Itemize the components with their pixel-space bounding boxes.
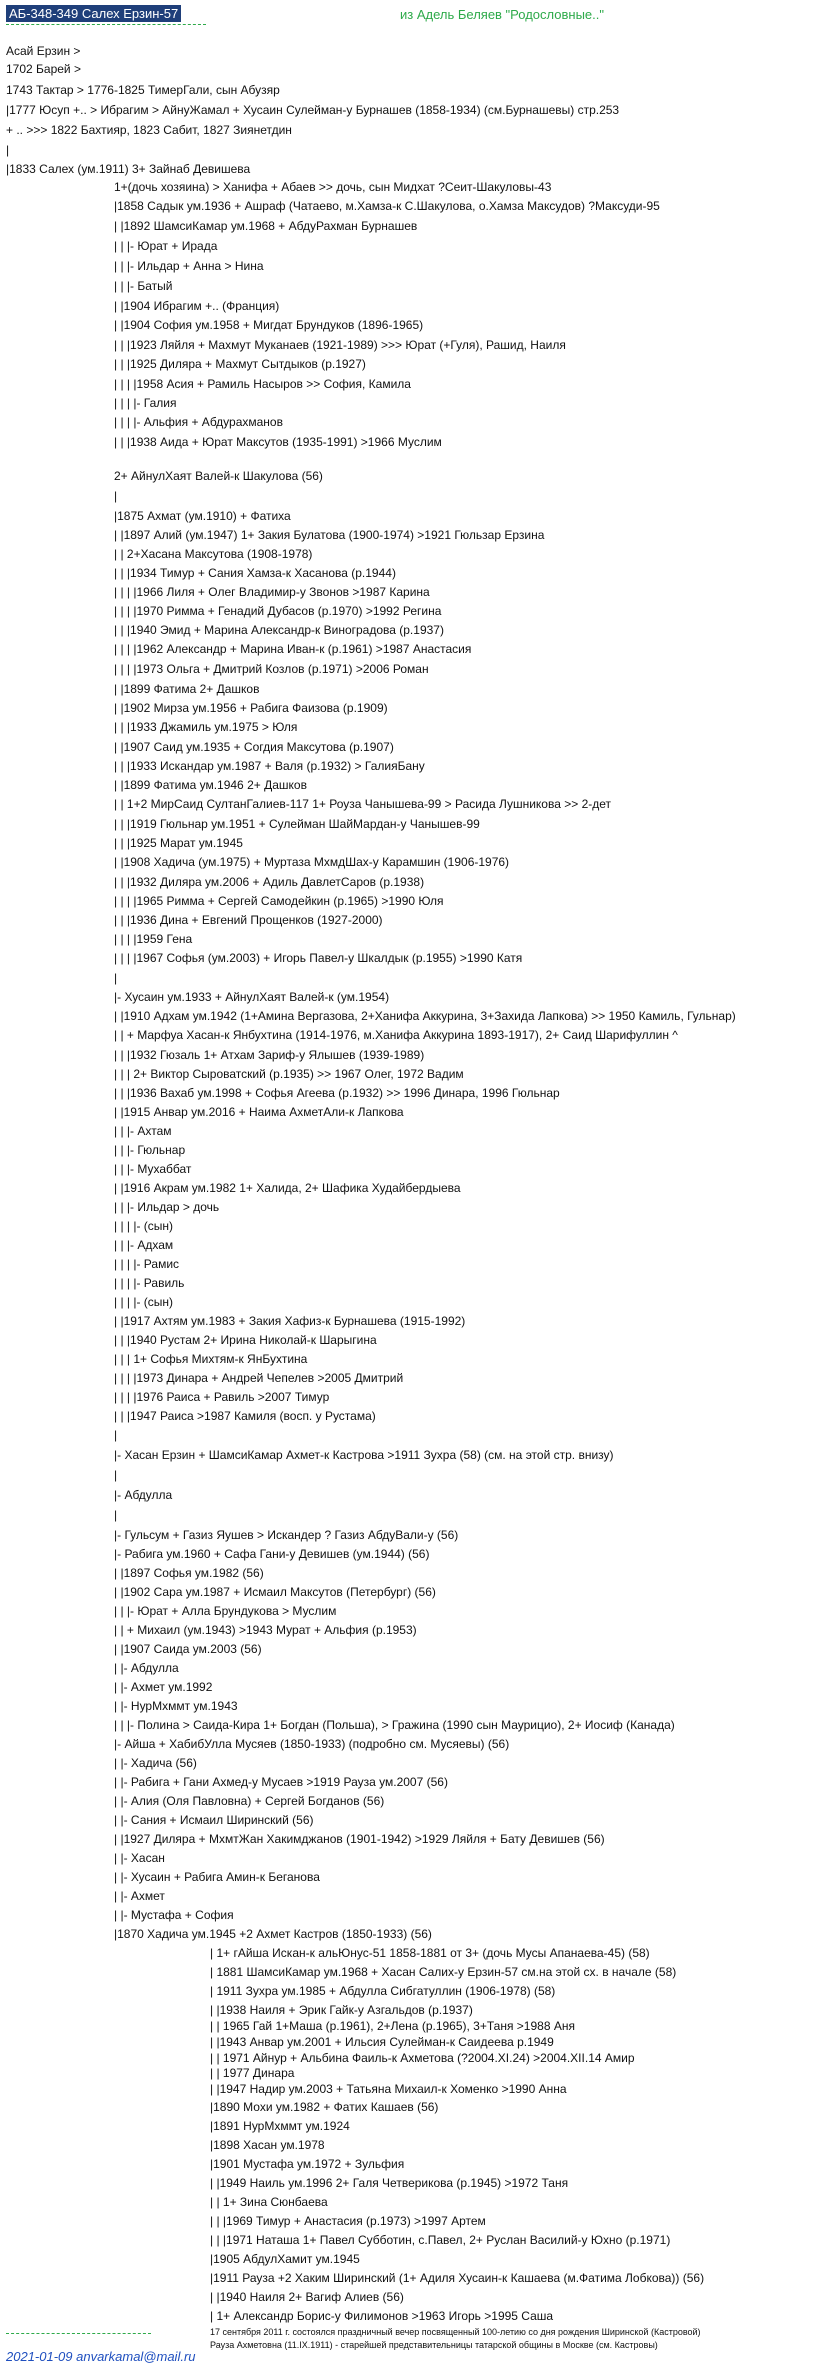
tree-line: | | | |- (сын)	[114, 1295, 174, 1309]
tree-line: | | |1938 Аида + Юрат Максутов (1935-1991) >1966 Муслим	[114, 435, 442, 449]
tree-line: | | |- Батый	[114, 279, 173, 293]
tree-line: | | |1925 Марат ум.1945	[114, 836, 243, 850]
tree-line: | |1917 Ахтям ум.1983 + Закия Хафиз-к Бурнашева (1915-1992)	[114, 1314, 466, 1328]
tree-line: | | 1+ Зина Сюнбаева	[210, 2195, 328, 2209]
tree-line: | |- НурМхммт ум.1943	[114, 1699, 238, 1713]
tree-line: |1833 Салех (ум.1911) 3+ Зайнаб Девишева	[6, 162, 251, 176]
tree-line: |- Хасан Ерзин + ШамсиКамар Ахмет-к Кастрова >1911 Зухра (58) (см. на этой стр. внизу)	[114, 1448, 614, 1462]
tree-line: | | |- Адхам	[114, 1238, 174, 1252]
tree-line: | |1947 Надир ум.2003 + Татьяна Михаил-к Хоменко >1990 Анна	[210, 2082, 567, 2096]
tree-line: | 1881 ШамсиКамар ум.1968 + Хасан Салих-у Ерзин-57 см.на этой сх. в начале (58)	[210, 1965, 677, 1979]
tree-line: 17 сентября 2011 г. состоялся праздничный вечер посвященный 100-летию со дня рождения Ширинской (Кастровой)	[210, 2327, 701, 2337]
tree-line: | | |1940 Эмид + Марина Александр-к Виноградова (р.1937)	[114, 623, 444, 637]
tree-line: | | | |1965 Римма + Сергей Самодейкин (р.1965) >1990 Юля	[114, 894, 444, 908]
tree-line: | | |1933 Искандар ум.1987 + Валя (р.1932) > ГалияБану	[114, 759, 425, 773]
tree-line: |1858 Садык ум.1936 + Ашраф (Чатаево, м.Хамза-к С.Шакулова, о.Хамза Максудов) ?Максуди-95	[114, 199, 660, 213]
tree-line: | | | |- Альфия + Абдурахманов	[114, 415, 283, 429]
tree-line: | |- Абдулла	[114, 1661, 179, 1675]
tree-line: | | |1947 Раиса >1987 Камиля (восп. у Рустама)	[114, 1409, 376, 1423]
tree-line: | |- Мустафа + София	[114, 1908, 234, 1922]
tree-line: | |1897 Софья ум.1982 (56)	[114, 1566, 264, 1580]
tree-line: 1+(дочь хозяина) > Ханифа + Абаев >> дочь, сын Мидхат ?Сеит-Шакуловы-43	[114, 180, 552, 194]
tree-line: | |1915 Анвар ум.2016 + Наима АхметАли-к Лапкова	[114, 1105, 404, 1119]
tree-line: | | | |- (сын)	[114, 1219, 174, 1233]
tree-line: | |1899 Фатима 2+ Дашков	[114, 682, 260, 696]
tree-line: | | |1969 Тимур + Анастасия (р.1973) >1997 Артем	[210, 2214, 486, 2228]
tree-line: | 1+ Александр Борис-у Филимонов >1963 Игорь >1995 Саша	[210, 2309, 554, 2323]
tree-line: | | |1932 Гюзаль 1+ Атхам Зариф-у Ялышев (1939-1989)	[114, 1048, 425, 1062]
tree-line: | | 1+2 МирСаид СултанГалиев-117 1+ Роуза Чанышева-99 > Расида Лушникова >> 2-дет	[114, 797, 612, 811]
source-note: из Адель Беляев "Родословные.."	[400, 7, 604, 22]
tree-line: |- Абдулла	[114, 1488, 173, 1502]
tree-line: Асай Ерзин >	[6, 44, 81, 58]
tree-line: | | | |1959 Гена	[114, 932, 193, 946]
tree-line: | | | |1973 Динара + Андрей Чепелев >2005 Дмитрий	[114, 1371, 404, 1385]
tree-line: |	[114, 1428, 118, 1442]
footer-date-email[interactable]: 2021-01-09 anvarkamal@mail.ru	[6, 2349, 196, 2364]
page-title: АБ-348-349 Салех Ерзин-57	[6, 5, 181, 22]
tree-line: |1890 Мохи ум.1982 + Фатих Кашаев (56)	[210, 2100, 439, 2114]
bottom-divider	[6, 2333, 151, 2334]
tree-line: | | |1925 Диляра + Махмут Сытдыков (р.1927)	[114, 357, 366, 371]
tree-line: | | | |1976 Раиса + Равиль >2007 Тимур	[114, 1390, 330, 1404]
tree-line: | | 2+Хасана Максутова (1908-1978)	[114, 547, 313, 561]
tree-line: |1891 НурМхммт ум.1924	[210, 2119, 350, 2133]
tree-line: | |1907 Саида ум.2003 (56)	[114, 1642, 262, 1656]
tree-line: |1901 Мустафа ум.1972 + Зульфия	[210, 2157, 405, 2171]
tree-line: |- Айша + ХабибУлла Мусяев (1850-1933) (подробно см. Мусяевы) (56)	[114, 1737, 510, 1751]
tree-line: 2+ АйнулХаят Валей-к Шакулова (56)	[114, 469, 323, 483]
tree-line: |1870 Хадича ум.1945 +2 Ахмет Кастров (1850-1933) (56)	[114, 1927, 432, 1941]
tree-line: | |1910 Адхам ум.1942 (1+Амина Вергазова, 2+Ханифа Аккурина, 3+Захида Лапкова) >> 1950 Камиль, Гульнар)	[114, 1009, 736, 1023]
tree-line: | | |1933 Джамиль ум.1975 > Юля	[114, 720, 298, 734]
tree-line: | | | 2+ Виктор Сыроватский (р.1935) >> 1967 Олег, 1972 Вадим	[114, 1067, 464, 1081]
tree-line: | |1904 София ум.1958 + Мигдат Брундуков (1896-1965)	[114, 318, 424, 332]
tree-line: 1702 Барей >	[6, 62, 81, 76]
tree-line: | |- Рабига + Гани Ахмед-у Мусаев >1919 Рауза ум.2007 (56)	[114, 1775, 448, 1789]
tree-line: | | + Михаил (ум.1943) >1943 Мурат + Альфия (р.1953)	[114, 1623, 417, 1637]
tree-line: | | |- Мухаббат	[114, 1162, 192, 1176]
tree-line: | | | |1966 Лиля + Олег Владимир-у Звонов >1987 Карина	[114, 585, 430, 599]
tree-line: |	[114, 489, 118, 503]
tree-line: | | |- Юрат + Алла Брундукова > Муслим	[114, 1604, 337, 1618]
tree-line: | | 1965 Гай 1+Маша (р.1961), 2+Лена (р.1965), 3+Таня >1988 Аня	[210, 2019, 575, 2033]
tree-line: | |- Хусаин + Рабига Амин-к Беганова	[114, 1870, 320, 1884]
tree-line: | |- Ахмет ум.1992	[114, 1680, 213, 1694]
tree-line: Рауза Ахметовна (11.IX.1911) - старейшей представительницы татарской общины в Москве (см. Кастровы)	[210, 2340, 658, 2350]
tree-line: | | |- Гюльнар	[114, 1143, 186, 1157]
tree-line: | | | |1970 Римма + Генадий Дубасов (р.1970) >1992 Регина	[114, 604, 442, 618]
tree-line: | |- Хадича (56)	[114, 1756, 197, 1770]
tree-line: 1743 Тактар > 1776-1825 ТимерГали, сын Абузяр	[6, 83, 280, 97]
tree-line: | |- Хасан	[114, 1851, 165, 1865]
tree-line: | |1907 Саид ум.1935 + Согдия Максутова (р.1907)	[114, 740, 394, 754]
tree-line: | | |1934 Тимур + Сания Хамза-к Хасанова (р.1944)	[114, 566, 396, 580]
tree-line: | | + Марфуа Хасан-к Янбухтина (1914-1976, м.Ханифа Аккурина 1893-1917), 2+ Саид Шарифуллин ^	[114, 1028, 678, 1042]
tree-line: | |1897 Алий (ум.1947) 1+ Закия Булатова (1900-1974) >1921 Гюльзар Ерзина	[114, 528, 545, 542]
tree-line: |- Рабига ум.1960 + Сафа Гани-у Девишев (ум.1944) (56)	[114, 1547, 430, 1561]
tree-line: | | 1971 Айнур + Альбина Фаиль-к Ахметова (?2004.XI.24) >2004.XII.14 Амир	[210, 2051, 635, 2065]
tree-line: | |1938 Наиля + Эрик Гайк-у Азгальдов (р.1937)	[210, 2003, 473, 2017]
tree-line: | |1943 Анвар ум.2001 + Ильсия Сулейман-к Саидеева р.1949	[210, 2035, 554, 2049]
tree-line: | | |1923 Ляйля + Махмут Муканаев (1921-1989) >>> Юрат (+Гуля), Рашид, Наиля	[114, 338, 566, 352]
tree-line: | |1927 Диляра + МхмтЖан Хакимджанов (1901-1942) >1929 Ляйля + Бату Девишев (56)	[114, 1832, 605, 1846]
tree-line: | | | |- Галия	[114, 396, 177, 410]
tree-line: + .. >>> 1822 Бахтияр, 1823 Сабит, 1827 Зиянетдин	[6, 123, 292, 137]
tree-line: | |1899 Фатима ум.1946 2+ Дашков	[114, 778, 307, 792]
tree-line: | | |- Ахтам	[114, 1124, 172, 1138]
tree-line: | |- Ахмет	[114, 1889, 165, 1903]
tree-line: |- Гульсум + Газиз Яушев > Искандер ? Газиз АбдуВали-у (56)	[114, 1528, 459, 1542]
tree-line: |- Хусаин ум.1933 + АйнулХаят Валей-к (ум.1954)	[114, 990, 390, 1004]
tree-line: |1875 Ахмат (ум.1910) + Фатиха	[114, 509, 291, 523]
tree-line: | | | |- Рамис	[114, 1257, 180, 1271]
tree-line: |1911 Рауза +2 Хаким Ширинский (1+ Адиля Хусаин-к Кашаева (м.Фатима Лобкова)) (56)	[210, 2271, 705, 2285]
tree-line: | |1902 Сара ум.1987 + Исмаил Максутов (Петербург) (56)	[114, 1585, 436, 1599]
tree-line: | |1904 Ибрагим +.. (Франция)	[114, 299, 280, 313]
tree-line: | | | |1962 Александр + Марина Иван-к (р.1961) >1987 Анастасия	[114, 642, 472, 656]
tree-line: | | |1932 Диляра ум.2006 + Адиль ДавлетСаров (р.1938)	[114, 875, 425, 889]
tree-line: |	[114, 971, 118, 985]
tree-line: |1905 АбдулХамит ум.1945	[210, 2252, 360, 2266]
tree-line: | | |1936 Дина + Евгений Прощенков (1927-2000)	[114, 913, 383, 927]
tree-line: | | | |1958 Асия + Рамиль Насыров >> София, Камила	[114, 377, 411, 391]
tree-line: | | |- Ильдар + Анна > Нина	[114, 259, 264, 273]
tree-line: | |1940 Наиля 2+ Вагиф Алиев (56)	[210, 2290, 404, 2304]
tree-line: |1777 Юсуп +.. > Ибрагим > АйнуЖамал + Хусаин Сулейман-у Бурнашев (1858-1934) (см.Бурнашевы) стр.253	[6, 103, 620, 117]
tree-line: | | | 1+ Софья Михтям-к ЯнБухтина	[114, 1352, 308, 1366]
tree-line: | | 1977 Динара	[210, 2066, 295, 2080]
tree-line: | | |- Юрат + Ирада	[114, 239, 218, 253]
tree-line: | |1902 Мирза ум.1956 + Рабига Фаизова (р.1909)	[114, 701, 388, 715]
tree-line: | | |1936 Вахаб ум.1998 + Софья Агеева (р.1932) >> 1996 Динара, 1996 Гюльнар	[114, 1086, 560, 1100]
tree-line: | |- Сания + Исмаил Ширинский (56)	[114, 1813, 314, 1827]
tree-line: | 1911 Зухра ум.1985 + Абдулла Сибгатуллин (1906-1978) (58)	[210, 1984, 556, 1998]
tree-line: | | |1919 Гюльнар ум.1951 + Сулейман ШайМардан-у Чанышев-99	[114, 817, 480, 831]
tree-line: | | |1971 Наташа 1+ Павел Субботин, с.Павел, 2+ Руслан Василий-у Юхно (р.1971)	[210, 2233, 671, 2247]
tree-line: |1898 Хасан ум.1978	[210, 2138, 325, 2152]
top-divider	[6, 24, 206, 25]
tree-line: |	[6, 143, 10, 157]
tree-line: | |- Алия (Оля Павловна) + Сергей Богданов (56)	[114, 1794, 385, 1808]
tree-line: | | | |1967 Софья (ум.2003) + Игорь Павел-у Шкалдык (р.1955) >1990 Катя	[114, 951, 523, 965]
tree-line: | | |- Полина > Саида-Кира 1+ Богдан (Польша), > Гражина (1990 сын Маурицио), 2+ Иосиф (Канада)	[114, 1718, 675, 1732]
tree-line: | | | |1973 Ольга + Дмитрий Козлов (р.1971) >2006 Роман	[114, 662, 429, 676]
tree-line: | |1916 Акрам ум.1982 1+ Халида, 2+ Шафика Худайбердыева	[114, 1181, 461, 1195]
tree-line: | | |- Ильдар > дочь	[114, 1200, 220, 1214]
tree-line: | 1+ гАйша Искан-к альЮнус-51 1858-1881 от 3+ (дочь Мусы Апанаева-45) (58)	[210, 1946, 650, 1960]
tree-line: | |1892 ШамсиКамар ум.1968 + АбдуРахман Бурнашев	[114, 219, 418, 233]
tree-line: | | |1940 Рустам 2+ Ирина Николай-к Шарыгина	[114, 1333, 377, 1347]
tree-line: | |1949 Наиль ум.1996 2+ Галя Четверикова (р.1945) >1972 Таня	[210, 2176, 569, 2190]
tree-line: | |1908 Хадича (ум.1975) + Муртаза МхмдШах-у Карамшин (1906-1976)	[114, 855, 510, 869]
tree-line: |	[114, 1508, 118, 1522]
tree-line: |	[114, 1468, 118, 1482]
tree-line: | | | |- Равиль	[114, 1276, 185, 1290]
